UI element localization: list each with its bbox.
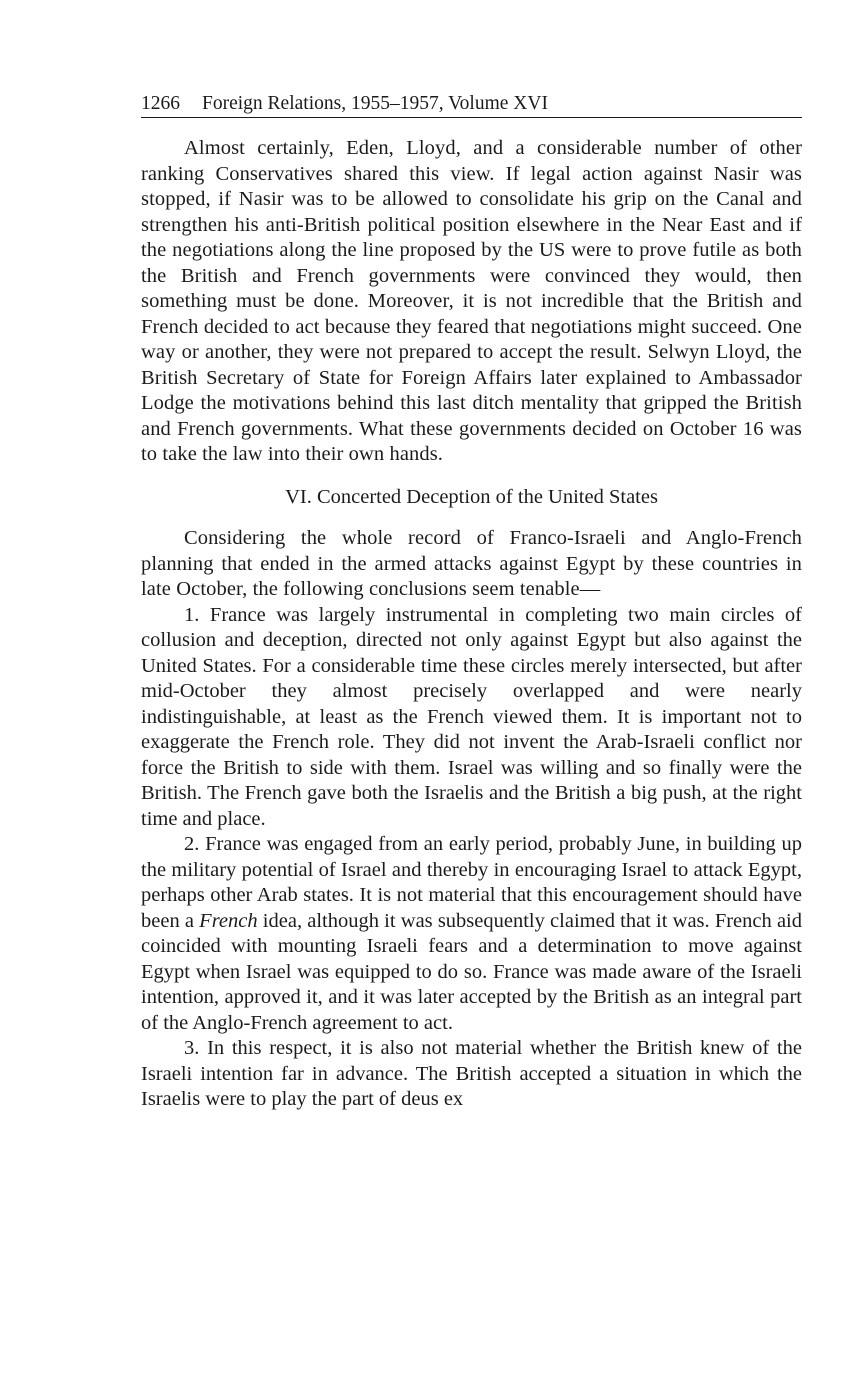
numbered-item-1: 1. France was largely instrumental in completing two main circles of collusion and deception, directed not only against Egypt but also against the United States. For a considerable time these circles merely intersected, but after mid-October they almost precisely overlapped and were nearly indistinguishable, at least as the French viewed them. It is important not to exaggerate the French role. They did not invent the Arab-Israeli conflict nor force the British to side with them. Israel was willing and so finally were the British. The French gave both the Israelis and the British a big push, at the right time and place. <box>141 603 802 830</box>
document-page <box>141 92 802 1113</box>
numbered-item-2 <box>141 832 802 1036</box>
item-2-italic-word: French <box>199 909 258 932</box>
numbered-item-3: 3. In this respect, it is also not material whether the British knew of the Israeli intention far in advance. The British accepted a situation in which the Israelis were to play the part of deus ex <box>141 1037 802 1110</box>
item-2-text-start: 2. France was engaged from an early period, probably June, in building up the military potential of Israel and thereby in encouraging Israel to attack Egypt, perhaps other Arab states. It is not material that this encouragement should have been a <box>141 833 802 932</box>
section-heading: VI. Concerted Deception of the United States <box>285 485 658 508</box>
item-2-text-end: idea, although it was subsequently claimed that it was. French aid coincided with mounting Israeli fears and a determination to move against Egypt when Israel was equipped to do so. France was made aware of the Israeli intention, approved it, and it was later accepted by the British as an integral part of the Anglo-French agreement to act. <box>141 909 802 1034</box>
paragraph-conservatives-view: Almost certainly, Eden, Lloyd, and a considerable number of other ranking Conservatives shared this view. If legal action against Nasir was stopped, if Nasir was to be allowed to consolidate his grip on the Canal and strengthen his anti-British political position elsewhere in the Near East and if the negotiations along the line proposed by the US were to prove futile as both the British and French governments were convinced they would, then something must be done. Moreover, it is not incredible that the British and French decided to act because they feared that negotiations might succeed. One way or another, they were not prepared to accept the result. Selwyn Lloyd, the British Secretary of State for Foreign Affairs later explained to Ambassador Lodge the motivations behind this last ditch mentality that gripped the British and French governments. What these governments decided on October 16 was to take the law into their own hands. <box>141 137 802 465</box>
running-head <box>141 92 802 118</box>
page-number: 1266 <box>141 93 180 114</box>
paragraph-conclusions-intro: Considering the whole record of Franco-Israeli and Anglo-French planning that ended in the armed attacks against Egypt by these countries in late October, the following conclusions seem tenable— <box>141 527 802 600</box>
volume-title: Foreign Relations, 1955–1957, Volume XVI <box>202 93 548 114</box>
